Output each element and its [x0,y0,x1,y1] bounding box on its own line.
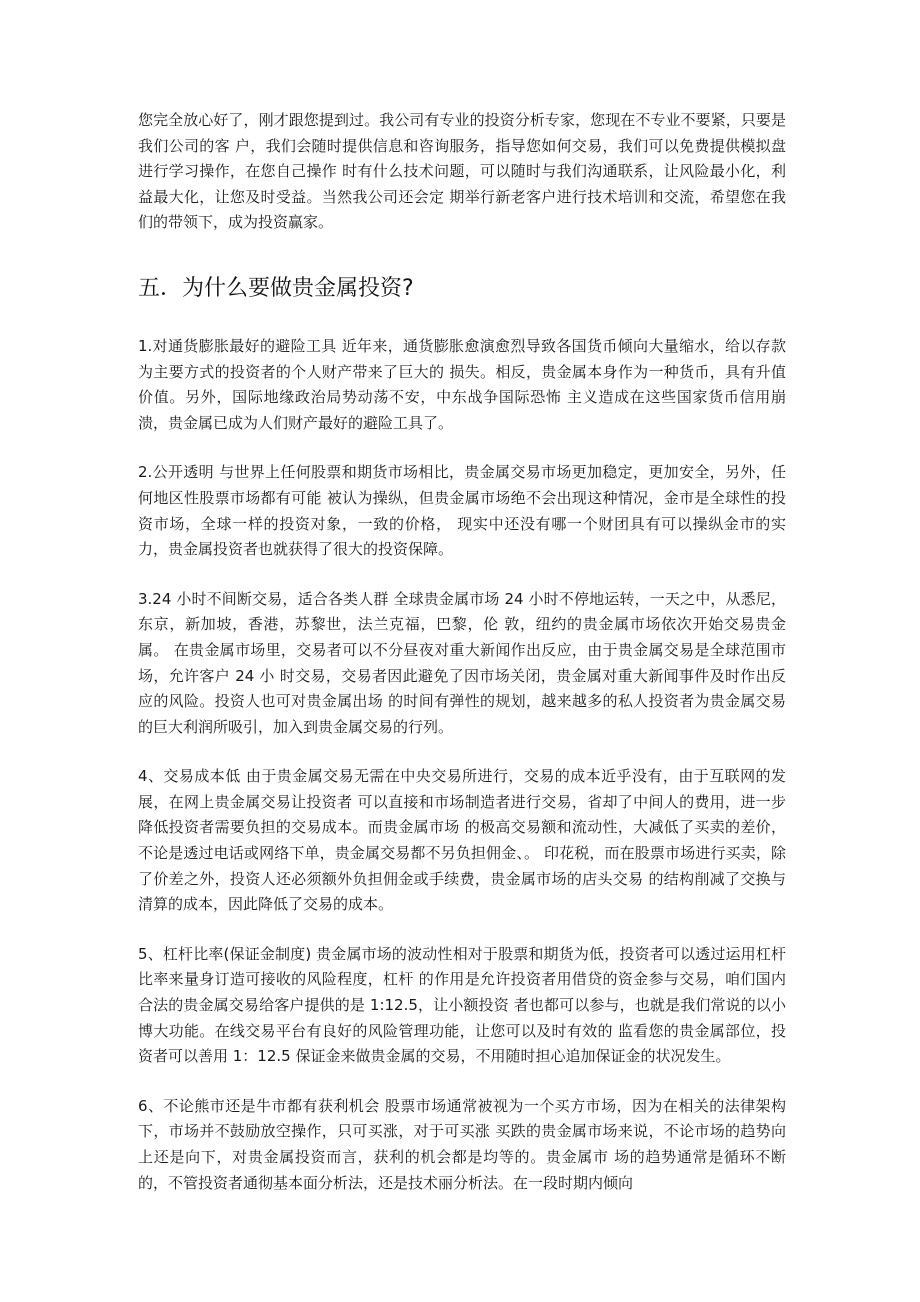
point-1-paragraph: 1.对通货膨胀最好的避险工具 近年来，通货膨胀愈演愈烈导致各国货币倾向大量缩水，给以存款为主要方式的投资者的个人财产带来了巨大的 损失。相反，贵金属本身作为一种货币，具有升值价值。另外，国际地缘政治局势动荡不安，中东战争国际恐怖 主义造成在这些国家货币信用崩溃，贵金属已成为人们财产最好的避险工具了。 [138,336,786,432]
point-6-paragraph: 6、不论熊市还是牛市都有获利机会 股票市场通常被视为一个买方市场，因为在相关的法律架构下，市场并不鼓励放空操作，只可买涨，对于可买涨 买跌的贵金属市场来说，不论市场的趋势向上还是向下，对贵金属投资而言，获利的机会都是均等的。贵金属市 场的趋势通常是循环不断的，不管投资者通彻基本面分析法，还是技术丽分析法。在一段时期内倾向 [138,1096,786,1192]
point-4-paragraph: 4、交易成本低 由于贵金属交易无需在中央交易所进行，交易的成本近乎没有，由于互联网的发展，在网上贵金属交易让投资者 可以直接和市场制造者进行交易，省却了中间人的费用，进一步降低投资者需要负担的交易成本。而贵金属市场 的极高交易额和流动性，大减低了买卖的差价，不论是透过电话或网络下单，贵金属交易都不另负担佣金、。 印花税，而在股票市场进行买卖，除了价差之外，投资人还必须额外负担佣金或手续费，贵金属市场的店头交易 的结构削减了交换与清算的成本，因此降低了交易的成本。 [138,767,786,914]
intro-paragraph: 您完全放心好了，刚才跟您提到过。我公司有专业的投资分析专家，您现在不专业不要紧，只要是我们公司的客 户，我们会随时提供信息和咨询服务，指导您如何交易，我们可以免费提供模拟盘进行学习操作，在您自己操作 时有什么技术问题，可以随时与我们沟通联系，让风险最小化，利益最大化，让您及时受益。当然我公司还会定 期举行新老客户进行技术培训和交流，希望您在我们的带领下，成为投资赢家。 [138,111,786,232]
point-3-paragraph: 3.24 小时不间断交易，适合各类人群 全球贵金属市场 24 小时不停地运转，一天之中，从悉尼，东京，新加坡，香港，苏黎世，法兰克福，巴黎，伦 敦，纽约的贵金属市场依次开始交易贵金属。 在贵金属市场里，交易者可以不分昼夜对重大新闻作出反应，由于贵金属交易是全球范围市场，允许客户 24 小 时交易，交易者因此避免了因市场关闭，贵金属对重大新闻事件及时作出反应的风险。投资人也可对贵金属出场 的时间有弹性的规划，越来越多的私人投资者为贵金属交易的巨大利润所吸引，加入到贵金属交易的行列。 [138,589,786,736]
document-body [138,108,786,1196]
section-heading: 五．为什么要做贵金属投资? [138,275,414,301]
point-5-paragraph: 5、杠杆比率(保证金制度) 贵金属市场的波动性相对于股票和期货为低，投资者可以透过运用杠杆比率来量身订造可接收的风险程度，杠杆 的作用是允许投资者用借贷的资金参与交易，咱们国内合法的贵金属交易给客户提供的是 1:12.5，让小额投资 者也都可以参与，也就是我们常说的以小博大功能。在线交易平台有良好的风险管理功能，让您可以及时有效的 监看您的贵金属部位，投资者可以善用 1：12.5 保证金来做贵金属的交易，不用随时担心追加保证金的状况发生。 [138,944,786,1066]
point-2-paragraph: 2.公开透明 与世界上任何股票和期货市场相比，贵金属交易市场更加稳定，更加安全，另外，任何地区性股票市场都有可能 被认为操纵，但贵金属市场绝不会出现这种情况，金市是全球性的投资市场，全球一样的投资对象，一致的价格， 现实中还没有哪一个财团具有可以操纵金市的实力，贵金属投资者也就获得了很大的投资保障。 [138,463,786,559]
